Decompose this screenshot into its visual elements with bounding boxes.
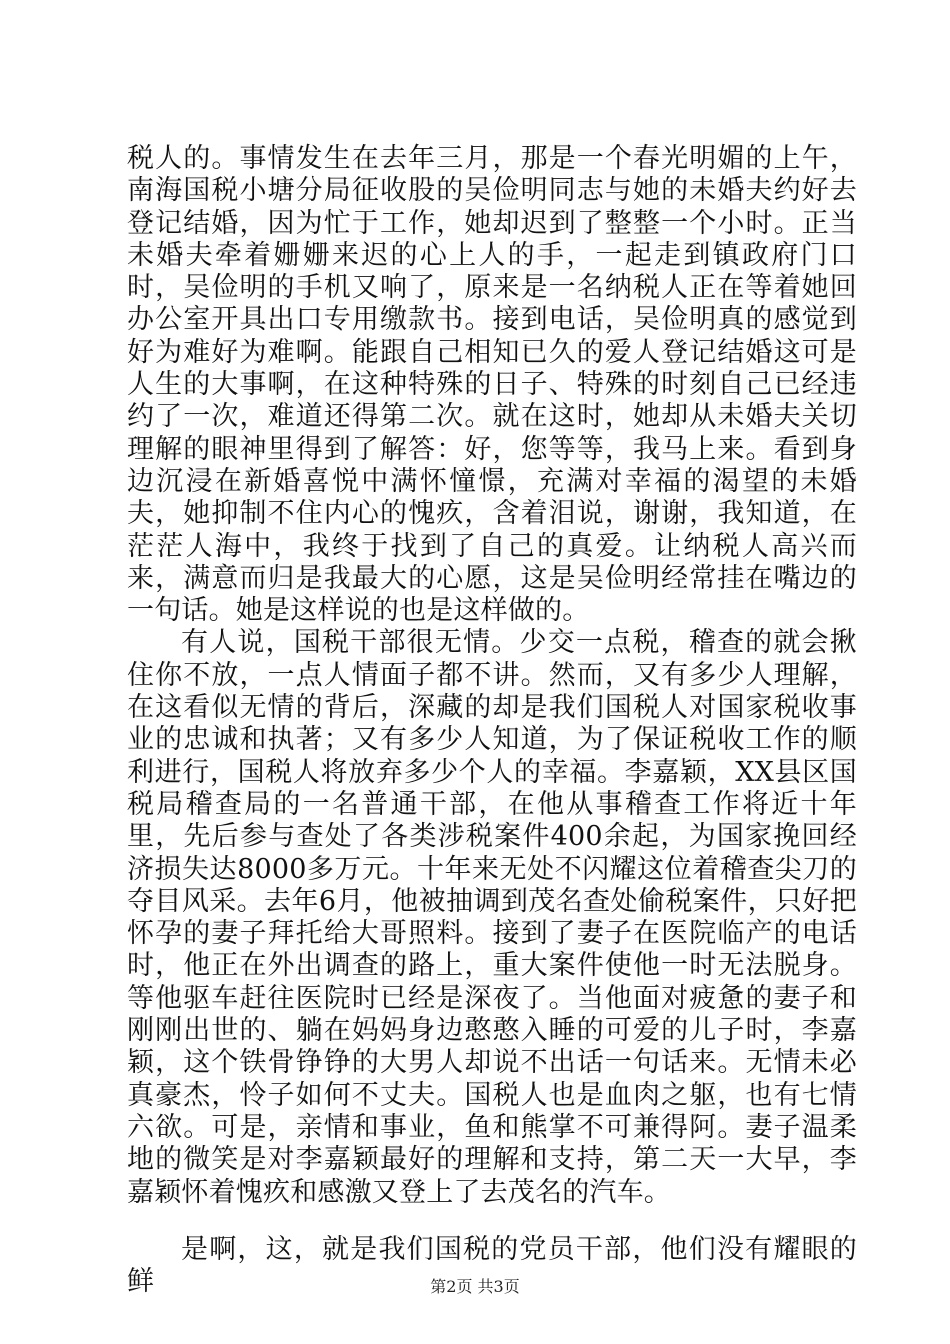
document-body: [127, 143, 857, 1298]
page-number-footer: 第2页 共3页: [430, 1277, 520, 1296]
paragraph-continuation: 税人的。事情发生在去年三月，那是一个春光明媚的上午，南海国税小塘分局征收股的吴俭明同志与她的未婚夫约好去登记结婚，因为忙于工作，她却迟到了整整一个小时。正当未婚夫牵着姗姗来迟的心上人的手，一起走到镇政府门口时，吴俭明的手机又响了，原来是一名纳税人正在等着她回办公室开具出口专用缴款书。接到电话，吴俭明真的感觉到好为难好为难啊。能跟自己相知已久的爱人登记结婚这可是人生的大事啊，在这种特殊的日子、特殊的时刻自己已经违约了一次，难道还得第二次。就在这时，她却从未婚夫关切理解的眼神里得到了解答：好，您等等，我马上来。看到身边沉浸在新婚喜悦中满怀憧憬，充满对幸福的渴望的未婚夫，她抑制不住内心的愧疚，含着泪说，谢谢，我知道，在茫茫人海中，我终于找到了自己的真爱。让纳税人高兴而来，满意而归是我最大的心愿，这是吴俭明经常挂在嘴边的一句话。她是这样说的也是这样做的。: [127, 143, 857, 627]
paragraph-li-jiaying: 有人说，国税干部很无情。少交一点税，稽查的就会揪住你不放，一点人情面子都不讲。然而，又有多少人理解，在这看似无情的背后，深藏的却是我们国税人对国家税收事业的忠诚和执著；又有多少人知道，为了保证税收工作的顺利进行，国税人将放弃多少个人的幸福。李嘉颖，XX县区国税局稽查局的一名普通干部，在他从事稽查工作将近十年里，先后参与查处了各类涉税案件400余起，为国家挽回经济损失达8000多万元。十年来无处不闪耀这位着稽查尖刀的夺目风采。去年6月，他被抽调到茂名查处偷税案件，只好把怀孕的妻子拜托给大哥照料。接到了妻子在医院临产的电话时，他正在外出调查的路上，重大案件使他一时无法脱身。等他驱车赶往医院时已经是深夜了。当他面对疲惫的妻子和刚刚出世的、躺在妈妈身边憨憨入睡的可爱的儿子时，李嘉颖，这个铁骨铮铮的大男人却说不出话一句话来。无情未必真豪杰，怜子如何不丈夫。国税人也是血肉之躯，也有七情六欲。可是，亲情和事业，鱼和熊掌不可兼得阿。妻子温柔地的微笑是对李嘉颖最好的理解和支持，第二天一大早，李嘉颖怀着愧疚和感激又登上了去茂名的汽车。: [127, 627, 857, 1208]
paragraph-closing: 是啊，这，就是我们国税的党员干部，他们没有耀眼的鲜: [127, 1233, 857, 1298]
